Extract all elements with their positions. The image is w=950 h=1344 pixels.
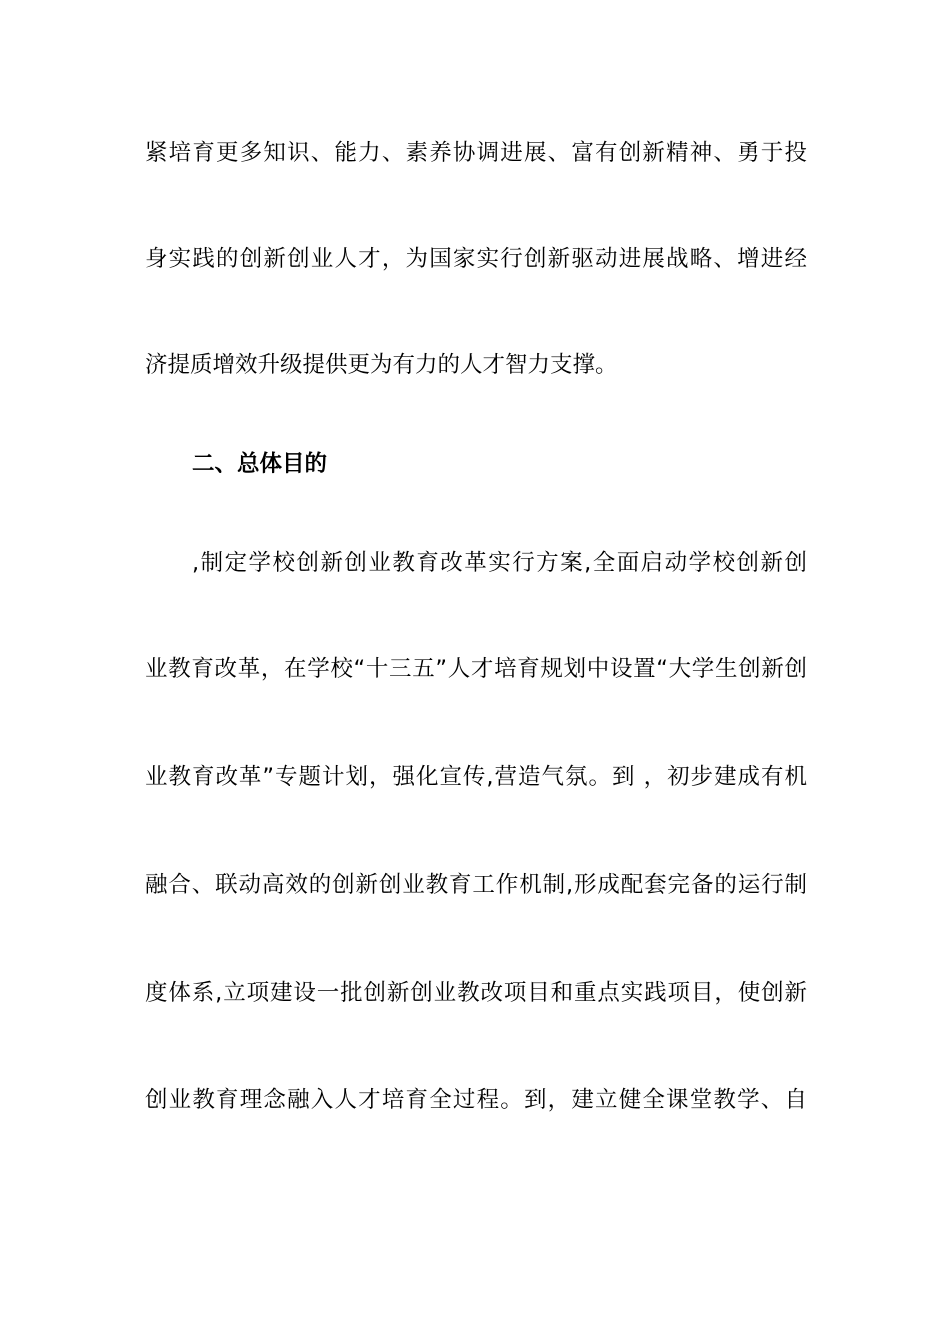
paragraph-line: 济提质增效升级提供更为有力的人才智力支撑。: [145, 352, 618, 378]
paragraph-line: 紧培育更多知识、能力、素养协调进展、富有创新精神、勇于投: [145, 140, 807, 166]
paragraph-line: 身实践的创新创业人才，为国家实行创新驱动进展战略、增进经: [145, 246, 807, 272]
paragraph-line: 业教育改革”专题计划，强化宣传,营造气氛。到 ，初步建成有机: [145, 764, 807, 790]
paragraph-line: 创业教育理念融入人才培育全过程。到，建立健全课堂教学、自: [145, 1087, 807, 1113]
section-heading: 二、总体目的: [192, 451, 328, 477]
paragraph-line: 融合、联动高效的创新创业教育工作机制,形成配套完备的运行制: [145, 872, 807, 898]
paragraph-line: 业教育改革，在学校“十三五”人才培育规划中设置“大学生创新创: [145, 656, 807, 682]
paragraph-line: 度体系,立项建设一批创新创业教改项目和重点实践项目，使创新: [145, 980, 807, 1006]
paragraph-line: ,制定学校创新创业教育改革实行方案,全面启动学校创新创: [192, 550, 807, 576]
